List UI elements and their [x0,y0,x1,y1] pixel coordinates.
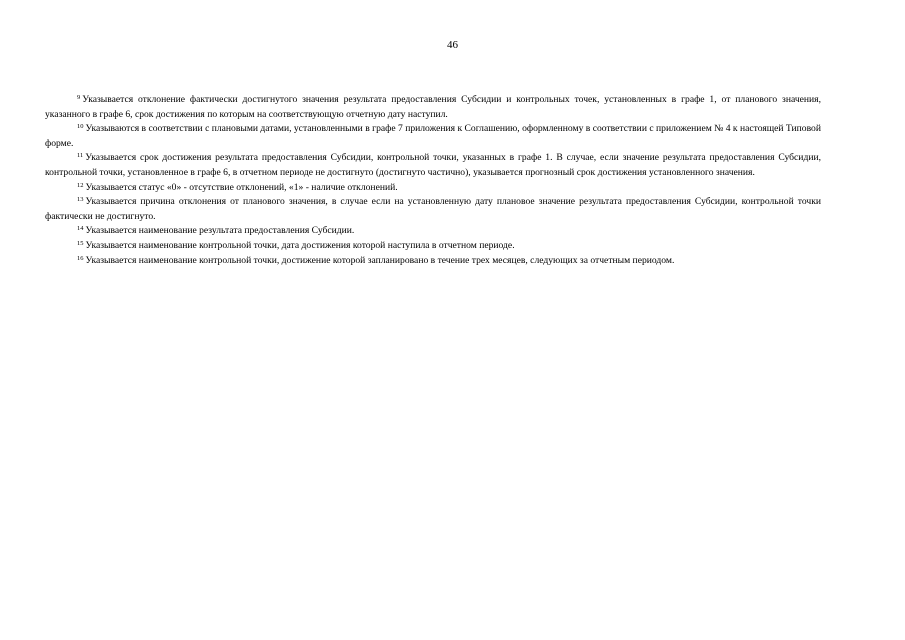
footnote-text: Указывается срок достижения результата предоставления Субсидии, контрольной точки, указанных в графе 1. В случае, если значение результата предоставления Субсидии, контрольной точки, установленное в графе 6, в отчетном периоде не достигнуто (достигнуто частично), указывается прогнозный срок достижения установленного значения. [45,152,821,178]
footnote-9 [45,93,821,122]
footnote-marker: 12 [77,181,84,189]
footnote-14 [45,224,821,239]
footnote-marker: 16 [77,254,84,262]
footnote-text: Указывается отклонение фактически достигнутого значения результата предоставления Субсидии и контрольных точек, установленных в графе 1, от планового значения, указанного в графе 6, срок достижения по которым на соответствующую отчетную дату наступил. [45,94,821,120]
footnote-marker: 13 [77,196,84,204]
footnote-16 [45,254,821,269]
footnote-marker: 9 [77,94,81,101]
footnote-text: Указывается наименование результата предоставления Субсидии. [85,225,355,237]
footnote-marker: 11 [77,152,84,160]
footnote-11 [45,151,821,180]
page-number: 46 [447,39,458,51]
footnote-text: Указывается причина отклонения от планового значения, в случае если на установленную дату плановое значение результата предоставления Субсидии, контрольной точки фактически не достигнуто. [45,196,821,222]
footnote-marker: 14 [77,225,84,233]
footnote-text: Указывается статус «0» - отсутствие отклонений, «1» - наличие отклонений. [85,181,398,193]
footnote-text: Указывается наименование контрольной точки, достижение которой запланировано в течение трех месяцев, следующих за отчетным периодом. [85,254,675,266]
footnote-13 [45,195,821,224]
footnote-10 [45,122,821,151]
footnote-text: Указываются в соответствии с плановыми датами, установленными в графе 7 приложения к Соглашению, оформленному в соответствии с приложением № 4 к настоящей Типовой форме. [45,123,821,149]
footnote-marker: 10 [77,123,84,131]
footnote-marker: 15 [77,239,84,247]
footnote-text: Указывается наименование контрольной точки, дата достижения которой наступила в отчетном периоде. [85,239,515,251]
footnotes-list [45,93,821,268]
footnote-15 [45,239,821,254]
footnote-12 [45,181,821,196]
